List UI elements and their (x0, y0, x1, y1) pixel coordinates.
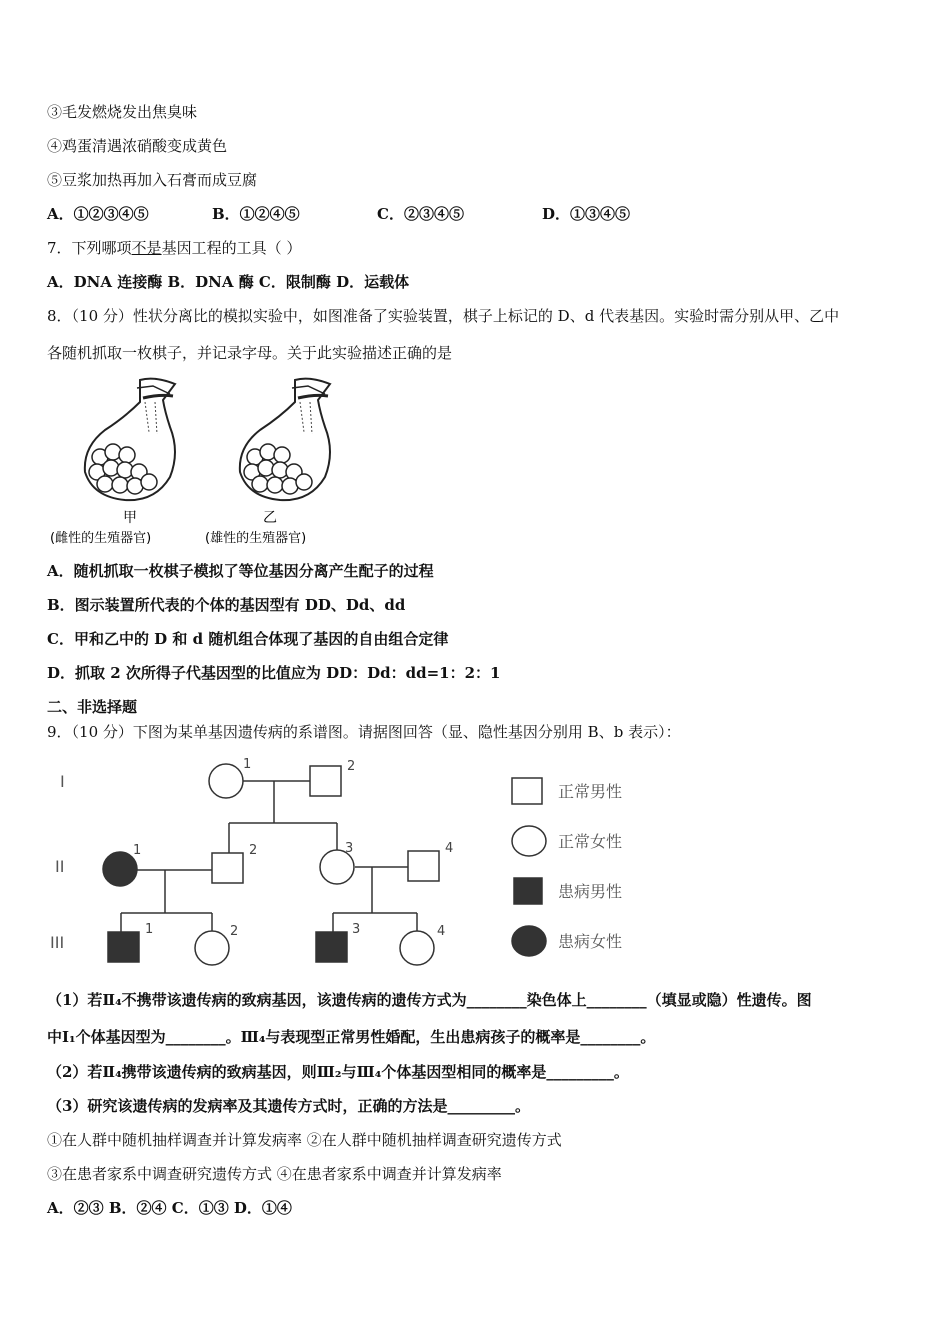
III3-number: 3 (352, 922, 361, 937)
II2-normal-male (212, 853, 243, 883)
q7-stem-post: 基因工程的工具（ ） (161, 239, 302, 257)
q6-option-a: A．①②③④⑤ (47, 205, 149, 223)
III2-number: 2 (230, 924, 239, 939)
legend-normal-male-symbol (512, 778, 542, 804)
statement-3: ③毛发燃烧发出焦臭味 (47, 103, 198, 121)
q9-part3: （3）研究该遗传病的发病率及其遗传方式时，正确的方法是_________。 (47, 1097, 530, 1115)
q6-option-b: B．①②④⑤ (212, 205, 300, 223)
q8-stem-line1: 8．（10 分）性状分离比的模拟实验中，如图准备了实验装置，棋子上标记的 D、d 代表基因。实验时需分别从甲、乙中 (47, 307, 840, 325)
bag-yi (240, 379, 330, 500)
legend-affected-female: 患病女性 (558, 932, 623, 951)
q6-option-c: C．②③④⑤ (377, 205, 464, 223)
II1-number: 1 (133, 843, 142, 858)
II4-normal-male (408, 851, 439, 881)
q7-stem (47, 238, 301, 258)
I1-normal-female (209, 764, 243, 798)
q9-methods-line1: ①在人群中随机抽样调查并计算发病率 ②在人群中随机抽样调查研究遗传方式 (47, 1131, 562, 1149)
q9-part2: （2）若Ⅱ₄携带该遗传病的致病基因，则Ⅲ₂与Ⅲ₄个体基因型相同的概率是_________。 (47, 1063, 629, 1081)
III4-number: 4 (437, 924, 446, 939)
bag2-name: 乙 (263, 510, 277, 526)
pedigree-chart (45, 750, 665, 975)
I2-number: 2 (347, 759, 356, 774)
generation-label-3: III (50, 933, 65, 952)
q8-option-a: A．随机抓取一枚棋子模拟了等位基因分离产生配子的过程 (47, 562, 434, 580)
legend-normal-female-symbol (512, 826, 546, 856)
q6-option-d: D．①③④⑤ (542, 205, 631, 223)
II2-number: 2 (249, 843, 258, 858)
q8-option-d: D．抓取 2 次所得子代基因型的比值应为 DD：Dd：dd=1：2：1 (47, 664, 501, 682)
q9-options: A．②③ B．②④ C．①③ D．①④ (47, 1199, 292, 1217)
legend-normal-female: 正常女性 (558, 832, 623, 851)
q8-option-c: C．甲和乙中的 D 和 d 随机组合体现了基因的自由组合定律 (47, 630, 449, 648)
bag1-caption: (雌性的生殖器官) (50, 531, 152, 546)
statement-5: ⑤豆浆加热再加入石膏而成豆腐 (47, 171, 258, 189)
II3-number: 3 (345, 841, 354, 856)
q7-stem-pre: 7．下列哪项 (47, 239, 132, 257)
generation-label-1: I (60, 772, 65, 791)
III3-affected-male (316, 932, 347, 962)
q7-stem-underlined: 不是 (131, 239, 162, 257)
statement-4: ④鸡蛋清遇浓硝酸变成黄色 (47, 137, 228, 155)
III1-affected-male (108, 932, 139, 962)
legend-normal-male: 正常男性 (558, 782, 623, 801)
q9-part1-line2: 中Ⅰ₁个体基因型为________。Ⅲ₄与表现型正常男性婚配，生出患病孩子的概率是________。 (47, 1028, 656, 1046)
bags-figure (45, 372, 345, 552)
q9-stem: 9．（10 分）下图为某单基因遗传病的系谱图。请据图回答（显、隐性基因分别用 B、b 表示）： (47, 723, 681, 741)
III2-normal-female (195, 931, 229, 965)
q7-options: A．DNA 连接酶 B．DNA 酶 C．限制酶 D．运载体 (47, 273, 410, 291)
q9-part1-line1: （1）若Ⅱ₄不携带该遗传病的致病基因，该遗传病的遗传方式为________染色体上________（填显或隐）性遗传。图 (47, 991, 812, 1009)
bag2-caption: (雄性的生殖器官) (205, 531, 307, 546)
I2-normal-male (310, 766, 341, 796)
legend-affected-female-symbol (512, 926, 546, 956)
bag-jia (85, 379, 175, 500)
legend-affected-male-symbol (514, 878, 542, 904)
q9-methods-line2: ③在患者家系中调查研究遗传方式 ④在患者家系中调查并计算发病率 (47, 1165, 502, 1183)
q8-stem-line2: 各随机抓取一枚棋子，并记录字母。关于此实验描述正确的是 (47, 344, 453, 362)
II4-number: 4 (445, 841, 454, 856)
legend-affected-male: 患病男性 (558, 882, 623, 901)
generation-label-2: II (55, 857, 65, 876)
section-title: 二、非选择题 (47, 698, 138, 716)
III4-normal-female (400, 931, 434, 965)
II1-affected-female (103, 852, 137, 886)
bag1-name: 甲 (123, 510, 137, 526)
III1-number: 1 (145, 922, 154, 937)
q8-option-b: B．图示装置所代表的个体的基因型有 DD、Dd、dd (47, 596, 406, 614)
I1-number: 1 (243, 757, 252, 772)
